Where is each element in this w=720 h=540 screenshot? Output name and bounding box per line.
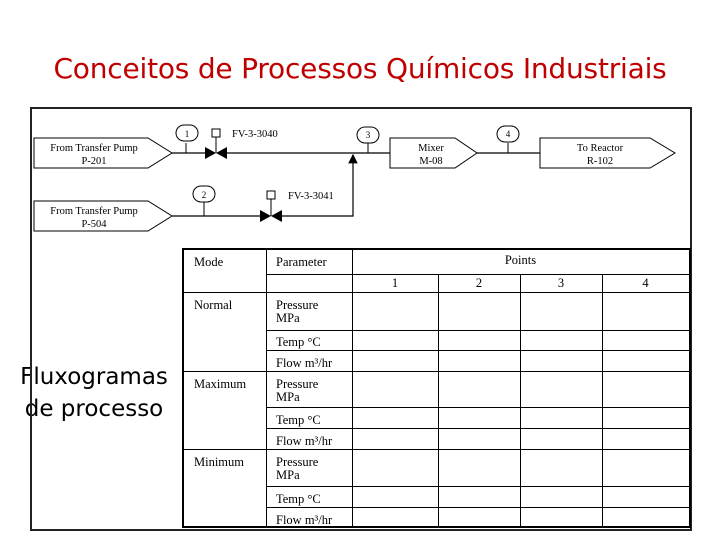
point-2-label: 2	[201, 190, 207, 200]
table-divider	[266, 330, 689, 331]
point-column-4: 4	[642, 276, 649, 290]
table-divider	[266, 274, 689, 275]
point-column-3: 3	[557, 276, 565, 290]
source-p504	[34, 201, 172, 231]
param-temp: Temp °C	[276, 413, 321, 427]
param-temp: Temp °C	[276, 492, 321, 506]
table-divider	[438, 274, 439, 526]
point-3-marker	[357, 127, 379, 153]
param-line: Pressure	[276, 377, 319, 391]
process-flow-diagram	[30, 107, 692, 247]
point-1-label: 1	[184, 129, 190, 139]
source-p201	[34, 138, 172, 168]
param-temp: Temp °C	[276, 335, 321, 349]
param-unit: MPa	[276, 468, 300, 482]
mode-maximum: Maximum	[194, 377, 247, 391]
side-label-line2: de processo	[24, 396, 164, 422]
table-divider	[520, 274, 521, 526]
page-title: Conceitos de Processos Químicos Industriais	[53, 52, 667, 85]
param-flow: Flow m³/hr	[276, 434, 333, 448]
header-points: Points	[504, 253, 537, 267]
mixer-m08	[390, 138, 477, 168]
param-pressure	[266, 375, 352, 404]
table-divider	[184, 449, 689, 450]
table-divider	[184, 292, 689, 293]
mixer-id: M-08	[419, 156, 443, 167]
mixer-label: Mixer	[418, 143, 444, 154]
source-p504-id: P-504	[81, 219, 107, 230]
param-pressure	[266, 453, 352, 482]
side-label-line1: Fluxogramas	[20, 364, 168, 390]
source-p201-id: P-201	[81, 156, 107, 167]
point-4-label: 4	[505, 129, 511, 139]
header-parameter: Parameter	[276, 255, 327, 269]
control-valve-fv3040	[205, 129, 278, 159]
points-table	[182, 248, 691, 528]
point-2-marker	[193, 186, 215, 216]
source-p201-label: From Transfer Pump	[50, 143, 138, 154]
param-flow: Flow m³/hr	[276, 356, 333, 370]
table-divider	[602, 274, 603, 526]
valve-fv3041-label: FV-3-3041	[288, 191, 334, 202]
param-pressure	[266, 296, 352, 325]
param-line: Pressure	[276, 298, 319, 312]
source-p504-label: From Transfer Pump	[50, 206, 138, 217]
point-1-marker	[176, 125, 198, 153]
destination-label: To Reactor	[576, 143, 624, 154]
param-flow: Flow m³/hr	[276, 513, 333, 527]
destination-r102	[540, 138, 675, 168]
table-divider	[266, 407, 689, 408]
mode-minimum: Minimum	[194, 455, 245, 469]
param-unit: MPa	[276, 311, 300, 325]
valve-fv3040-label: FV-3-3040	[232, 129, 278, 140]
param-line: Pressure	[276, 455, 319, 469]
flow-line-4	[282, 155, 353, 216]
mode-normal: Normal	[194, 298, 233, 312]
point-3-label: 3	[365, 130, 371, 140]
header-mode: Mode	[194, 255, 224, 269]
table-divider	[184, 371, 689, 372]
table-divider	[266, 486, 689, 487]
param-unit: MPa	[276, 390, 300, 404]
point-4-marker	[497, 126, 519, 153]
destination-id: R-102	[586, 156, 614, 167]
table-divider	[266, 428, 689, 429]
point-column-2: 2	[475, 276, 483, 290]
table-divider	[266, 350, 689, 351]
control-valve-fv3041	[260, 191, 334, 222]
table-divider	[266, 507, 689, 508]
point-column-1: 1	[391, 276, 399, 290]
